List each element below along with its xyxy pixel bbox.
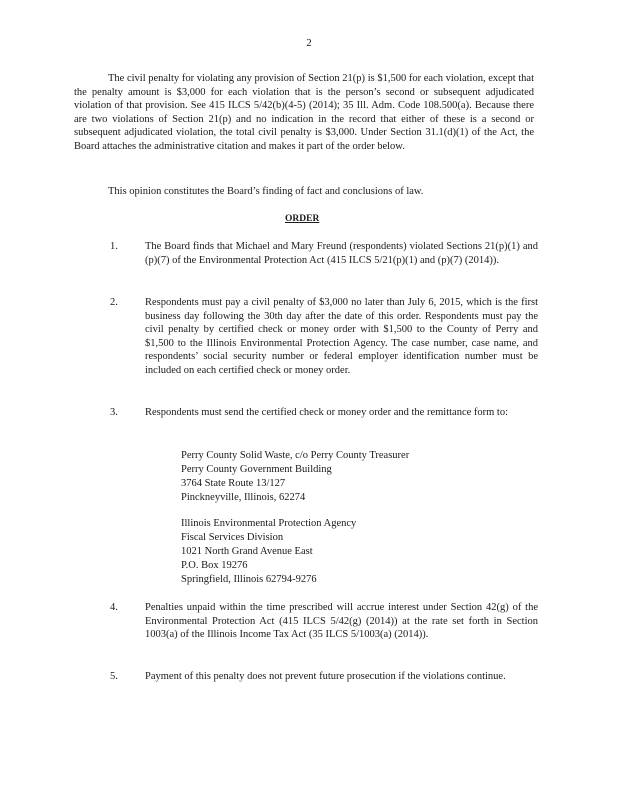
order-item-4 (110, 601, 540, 642)
item-number: 1. (110, 241, 118, 252)
address-line: Perry County Government Building (181, 464, 332, 475)
item-number: 2. (110, 297, 118, 308)
item-text: Respondents must pay a civil penalty of $3,000 no later than July 6, 2015, which is the first business day following the 30th day after the date of this order. Respondents must pay the civil penalty by certified check or money order with $1,500 to the County of Perry and $1,500 to the Illinois Environmental Protection Agency. The case number, case name, and respondents’ social security number or federal employer identification number must be included on each certified check or money order. (145, 297, 538, 376)
item-number: 5. (110, 671, 118, 682)
address-line: Fiscal Services Division (181, 532, 284, 543)
order-item-1 (110, 240, 540, 267)
item-text: The Board finds that Michael and Mary Freund (respondents) violated Sections 21(p)(1) and (p)(7) of the Environmental Protection Act (415 ILCS 5/21(p)(1) and (p)(7) (2014)). (145, 241, 538, 266)
item-text: Payment of this penalty does not prevent future prosecution if the violations continue. (145, 671, 506, 682)
address-line: Pinckneyville, Illinois, 62274 (181, 492, 306, 503)
address-line: 1021 North Grand Avenue East (181, 546, 313, 557)
penalty-paragraph: The civil penalty for violating any provision of Section 21(p) is $1,500 for each violation, except that the penalty amount is $3,000 for each violation that is the person’s second or subsequent adjudicated violation of that provision. See 415 ILCS 5/42(b)(4-5) (2014); 35 Ill. Adm. Code 108.500(a). Because there are two violations of Section 21(p) and no indication in the record that either of these is a second or subsequent adjudicated violation, the total civil penalty is $3,000. Under Section 31.1(d)(1) of the Act, the Board attaches the administrative citation and makes it part of the order below. (74, 73, 534, 152)
address-iepa (181, 517, 481, 587)
item-number: 4. (110, 602, 118, 613)
address-line: Springfield, Illinois 62794-9276 (181, 574, 317, 585)
address-line: Illinois Environmental Protection Agency (181, 518, 357, 529)
item-number: 3. (110, 407, 118, 418)
page-number: 2 (306, 37, 312, 49)
order-item-2 (110, 296, 540, 377)
order-item-5 (110, 670, 540, 684)
item-text: Penalties unpaid within the time prescribed will accrue interest under Section 42(g) of the Environmental Protection Act (415 ILCS 5/42(g) (2014)) at the rate set forth in Section 1003(a) of the Illinois Income Tax Act (35 ILCS 5/1003(a) (2014)). (145, 602, 538, 640)
address-perry-county (181, 449, 481, 505)
order-item-3 (110, 406, 540, 420)
address-line: P.O. Box 19276 (181, 560, 248, 571)
address-line: 3764 State Route 13/127 (181, 478, 286, 489)
opinion-paragraph: This opinion constitutes the Board’s finding of fact and conclusions of law. (108, 186, 424, 197)
item-text: Respondents must send the certified check or money order and the remittance form to: (145, 407, 509, 418)
order-heading: ORDER (285, 214, 320, 224)
address-line: Perry County Solid Waste, c/o Perry County Treasurer (181, 450, 410, 461)
